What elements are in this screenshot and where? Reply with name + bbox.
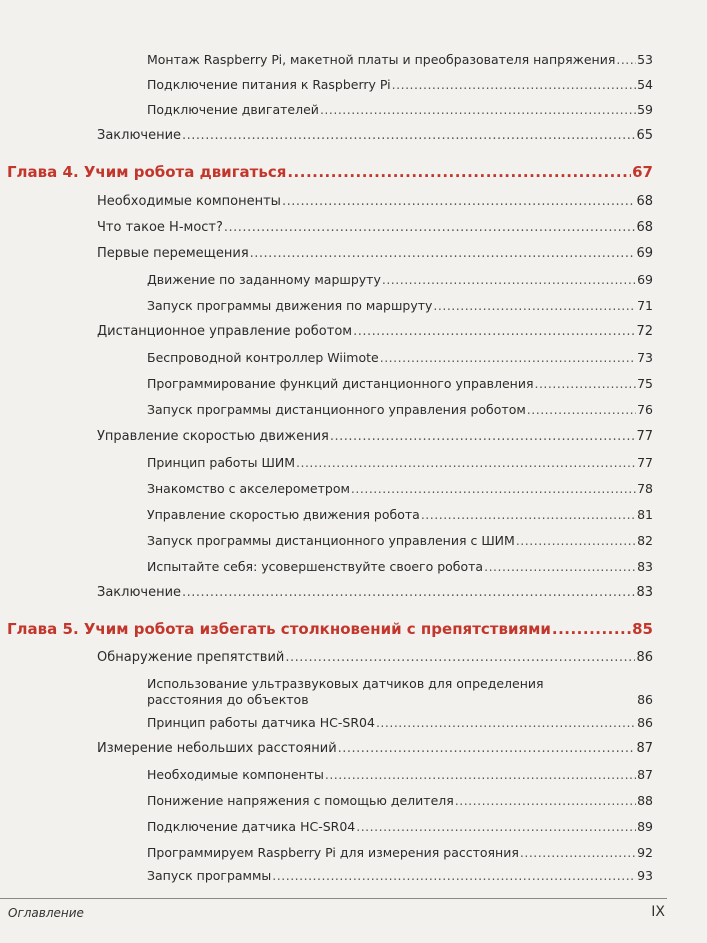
toc-entry-page: 77	[637, 455, 653, 470]
toc-leader-dots	[421, 507, 636, 523]
toc-entry[interactable]	[147, 715, 653, 731]
toc-leader-dots	[616, 52, 636, 68]
toc-entry[interactable]	[147, 376, 653, 392]
toc-entry-title: Необходимые компоненты	[147, 767, 324, 782]
toc-entry-title: Измерение небольших расстояний	[97, 741, 337, 756]
toc-entry-title: Программируем Raspberry Pi для измерения расстояния	[147, 845, 519, 860]
chapter-title: Глава 5. Учим робота избегать столкновений с препятствиями	[7, 620, 551, 638]
toc-entry[interactable]	[147, 845, 653, 861]
footer-section-label: Оглавление	[8, 906, 84, 920]
toc-entry[interactable]	[147, 533, 653, 549]
chapter-heading[interactable]	[7, 620, 653, 639]
toc-entry-page: 71	[637, 298, 653, 313]
toc-entry-title: Запуск программы дистанционного управления роботом	[147, 402, 526, 417]
toc-entry-title: Что такое H-мост?	[97, 220, 223, 235]
toc-leader-dots	[182, 128, 635, 144]
toc-entry[interactable]	[147, 767, 653, 783]
toc-entry[interactable]	[147, 793, 653, 809]
toc-entry[interactable]	[97, 650, 653, 666]
toc-entry-page: 87	[636, 741, 653, 756]
toc-leader-dots	[250, 246, 636, 262]
toc-entry-title: Беспроводной контроллер Wiimote	[147, 350, 379, 365]
chapter-heading[interactable]	[7, 163, 653, 182]
toc-entry-title: Запуск программы дистанционного управления с ШИМ	[147, 533, 515, 548]
toc-leader-dots	[272, 868, 636, 884]
toc-leader-dots	[356, 819, 636, 835]
toc-leader-dots	[552, 620, 631, 639]
toc-entry-page: 72	[636, 324, 653, 339]
toc-entry-title: Испытайте себя: усовершенствуйте своего робота	[147, 559, 484, 574]
toc-entry-page: 53	[637, 52, 653, 67]
toc-entry-title: Необходимые компоненты	[97, 194, 281, 209]
toc-entry-page: 65	[636, 128, 653, 143]
footer-divider	[0, 898, 667, 899]
toc-entry-page: 88	[637, 793, 653, 808]
toc-leader-dots	[338, 741, 636, 757]
toc-entry[interactable]	[147, 402, 653, 418]
toc-leader-dots	[516, 533, 636, 549]
toc-entry-title: Первые перемещения	[97, 246, 249, 261]
toc-entry-page: 59	[637, 102, 653, 117]
toc-entry[interactable]	[97, 220, 653, 236]
toc-entry-page: 92	[637, 845, 653, 860]
toc-entry-title: Программирование функций дистанционного управления	[147, 376, 534, 391]
toc-leader-dots	[484, 559, 636, 575]
toc-leader-dots	[455, 793, 636, 809]
toc-entry[interactable]	[97, 246, 653, 262]
toc-entry-page: 81	[637, 507, 653, 522]
toc-entry-title: Понижение напряжения с помощью делителя	[147, 793, 454, 808]
toc-entry-title: Принцип работы ШИМ	[147, 455, 295, 470]
toc-entry[interactable]	[147, 52, 653, 68]
toc-entry-title: Дистанционное управление роботом	[97, 324, 353, 339]
chapter-page: 85	[632, 620, 653, 638]
toc-entry-page: 76	[637, 402, 653, 417]
toc-leader-dots	[224, 220, 636, 236]
toc-entry[interactable]	[97, 324, 653, 340]
toc-entry[interactable]	[147, 819, 653, 835]
toc-entry[interactable]	[97, 741, 653, 757]
toc-leader-dots	[392, 77, 636, 93]
toc-leader-dots	[320, 102, 636, 118]
footer-page-number: IX	[651, 904, 665, 920]
toc-entry-title: Принцип работы датчика HC-SR04	[147, 715, 375, 730]
toc-entry[interactable]	[147, 102, 653, 118]
toc-entry-title: Управление скоростью движения робота	[147, 507, 420, 522]
toc-entry[interactable]	[147, 272, 653, 288]
toc-leader-dots	[380, 350, 636, 366]
toc-entry-title: Знакомство с акселерометром	[147, 481, 350, 496]
toc-entry-title: Запуск программы движения по маршруту	[147, 298, 433, 313]
toc-entry-title: Подключение питания к Raspberry Pi	[147, 77, 391, 92]
toc-entry[interactable]	[97, 429, 653, 445]
chapter-page: 67	[632, 163, 653, 181]
toc-entry-page: 89	[637, 819, 653, 834]
toc-entry[interactable]	[147, 676, 653, 708]
toc-entry[interactable]	[147, 868, 653, 884]
toc-entry-page: 69	[637, 272, 653, 287]
toc-entry-title: Запуск программы	[147, 868, 272, 883]
toc-entry-title: Подключение двигателей	[147, 102, 319, 117]
toc-leader-dots	[287, 163, 631, 182]
toc-leader-dots	[285, 650, 635, 666]
toc-entry-page: 68	[636, 194, 653, 209]
toc-entry-page: 75	[637, 376, 653, 391]
toc-leader-dots	[182, 585, 635, 601]
toc-entry-page: 82	[637, 533, 653, 548]
toc-leader-dots	[382, 272, 636, 288]
toc-leader-dots	[376, 715, 636, 731]
toc-leader-dots	[534, 376, 636, 392]
toc-leader-dots	[330, 429, 636, 445]
toc-entry[interactable]	[147, 455, 653, 471]
toc-entry-title: Монтаж Raspberry Pi, макетной платы и преобразователя напряжения	[147, 52, 616, 67]
toc-entry-page: 86	[637, 692, 653, 707]
toc-entry-page: 54	[637, 77, 653, 92]
toc-entry-title: Управление скоростью движения	[97, 429, 329, 444]
toc-entry[interactable]	[147, 298, 653, 314]
toc-entry-page: 93	[637, 868, 653, 883]
toc-entry[interactable]	[147, 559, 653, 575]
toc-leader-dots	[353, 324, 635, 340]
toc-entry[interactable]	[97, 194, 653, 210]
toc-leader-dots	[433, 298, 636, 314]
toc-entry-page: 86	[636, 650, 653, 665]
toc-entry[interactable]	[97, 585, 653, 601]
toc-entry-title: Движение по заданному маршруту	[147, 272, 381, 287]
toc-entry-page: 87	[637, 767, 653, 782]
toc-entry-title: Заключение	[97, 128, 182, 143]
toc-entry-page: 83	[637, 559, 653, 574]
toc-entry[interactable]	[97, 128, 653, 144]
toc-leader-dots	[325, 767, 636, 783]
toc-entry-page: 77	[636, 429, 653, 444]
toc-entry-title: Подключение датчика HC-SR04	[147, 819, 356, 834]
toc-entry-page: 83	[636, 585, 653, 600]
toc-entry-page: 68	[636, 220, 653, 235]
toc-entry-page: 73	[637, 350, 653, 365]
toc-leader-dots	[282, 194, 636, 210]
toc-entry-page: 78	[637, 481, 653, 496]
toc-entry-title: Заключение	[97, 585, 182, 600]
chapter-title: Глава 4. Учим робота двигаться	[7, 163, 287, 181]
toc-leader-dots	[520, 845, 636, 861]
toc-entry-title: Использование ультразвуковых датчиков для определения расстояния до объектов	[147, 676, 544, 707]
toc-entry[interactable]	[147, 481, 653, 497]
toc-entry-page: 69	[636, 246, 653, 261]
toc-entry[interactable]	[147, 507, 653, 523]
toc-entry-title: Обнаружение препятствий	[97, 650, 285, 665]
toc-leader-dots	[351, 481, 636, 497]
toc-entry-page: 86	[637, 715, 653, 730]
toc-entry[interactable]	[147, 77, 653, 93]
toc-entry[interactable]	[147, 350, 653, 366]
toc-leader-dots	[296, 455, 636, 471]
toc-leader-dots	[527, 402, 636, 418]
